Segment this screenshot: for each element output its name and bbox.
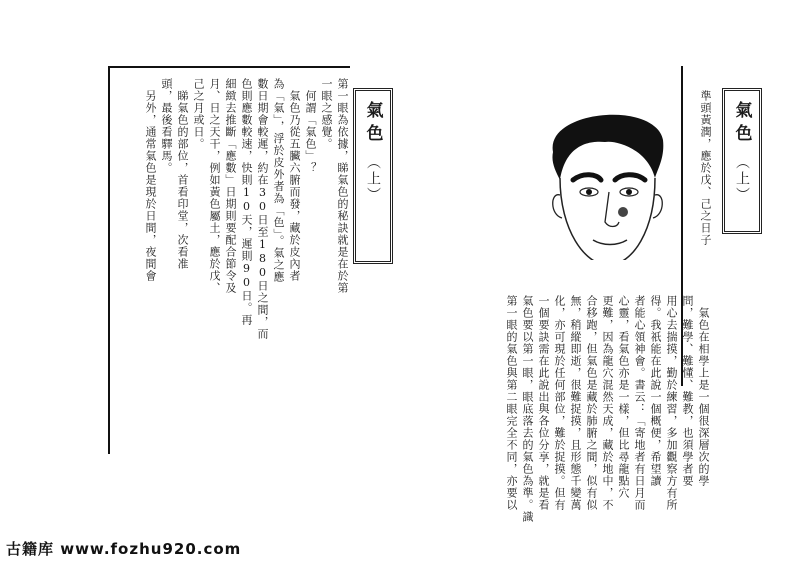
left-page-top-edge xyxy=(108,66,350,68)
right-page-subtitle: （上） xyxy=(734,155,750,203)
right-col-12: 氣色要以第一眼，眼底落去的氣色為準。識 xyxy=(521,295,534,523)
right-col-3: 用心去揣摸，勤於練習，多加觀察方有所 xyxy=(665,295,678,511)
left-page xyxy=(0,0,396,561)
right-col-2: 問，難學、難懂、難教，也須學者要 xyxy=(681,295,694,487)
right-col-8: 合移跑，但氣色是藏於肺腑之間，似有似 xyxy=(585,295,598,511)
right-col-9: 無，稍縱即逝，很難捉摸，且形態千變萬 xyxy=(569,295,582,511)
left-col-7: 色則應數較速，快則10天，遲則90日。再 xyxy=(240,78,253,326)
right-col-5: 者能心領神會。書云：「寄地者有日月而 xyxy=(633,295,646,511)
left-col-2: 一眼之感覺。 xyxy=(320,78,333,150)
left-col-8: 細緻去推斷「應數」日期則要配合節令及 xyxy=(224,78,237,294)
right-col-10: 化，亦可現於任何部位，難於捉摸。但有 xyxy=(553,295,566,511)
left-page-subtitle: （上） xyxy=(365,155,381,203)
left-col-10: 己之月或日。 xyxy=(192,78,205,150)
left-col-9: 月、日之天干，例如黃色屬土，應於戊、 xyxy=(208,78,221,294)
right-col-11: 一個要訣需在此說出與各位分享，就是看 xyxy=(537,295,550,511)
right-col-13: 第一眼的氣色與第二眼完全不同，亦要以 xyxy=(505,295,518,511)
left-col-11: 睇氣色的部位，首看印堂，次看准 xyxy=(176,78,189,270)
right-page-title: 氣色 xyxy=(731,101,752,147)
right-col-7: 更難，因為龍穴混然天成，藏於地中，不 xyxy=(601,295,614,511)
left-col-3: 何謂「氣色」？ xyxy=(304,78,317,174)
left-col-1: 第一眼為依據，睇氣色的秘訣就是在於第 xyxy=(336,78,349,294)
footer-site-text: 古籍库 www.fozhu920.com xyxy=(6,540,242,558)
right-page xyxy=(396,0,793,561)
right-col-4: 得。我祇能在此說一個概便，希望讀 xyxy=(649,295,662,487)
face-illustration xyxy=(505,100,705,264)
left-col-5: 為「氣」，浮於皮外者為「色」。氣之應 xyxy=(272,78,285,283)
left-col-13: 另外，通常氣色是現於日間，夜間會 xyxy=(144,78,157,282)
left-page-title: 氣色 xyxy=(362,101,383,147)
right-col-6: 心靈，看氣色亦是一樣，但比尋龍點穴 xyxy=(617,295,630,499)
right-title-box xyxy=(722,88,762,234)
left-col-12: 頭，最後看驛馬。 xyxy=(160,78,173,174)
left-page-binding-line xyxy=(108,66,110,454)
left-col-4: 氣色乃從五臟六腑而發，藏於皮內者 xyxy=(288,78,301,282)
left-title-box xyxy=(353,88,393,264)
right-col-1: 氣色在相學上是一個很深層次的學 xyxy=(697,295,710,487)
left-col-6: 數日期會較遲，約在30日至180日之間，而 xyxy=(256,78,269,340)
face-caption: 準頭黃潤，應於戊、己之日子 xyxy=(699,90,712,246)
